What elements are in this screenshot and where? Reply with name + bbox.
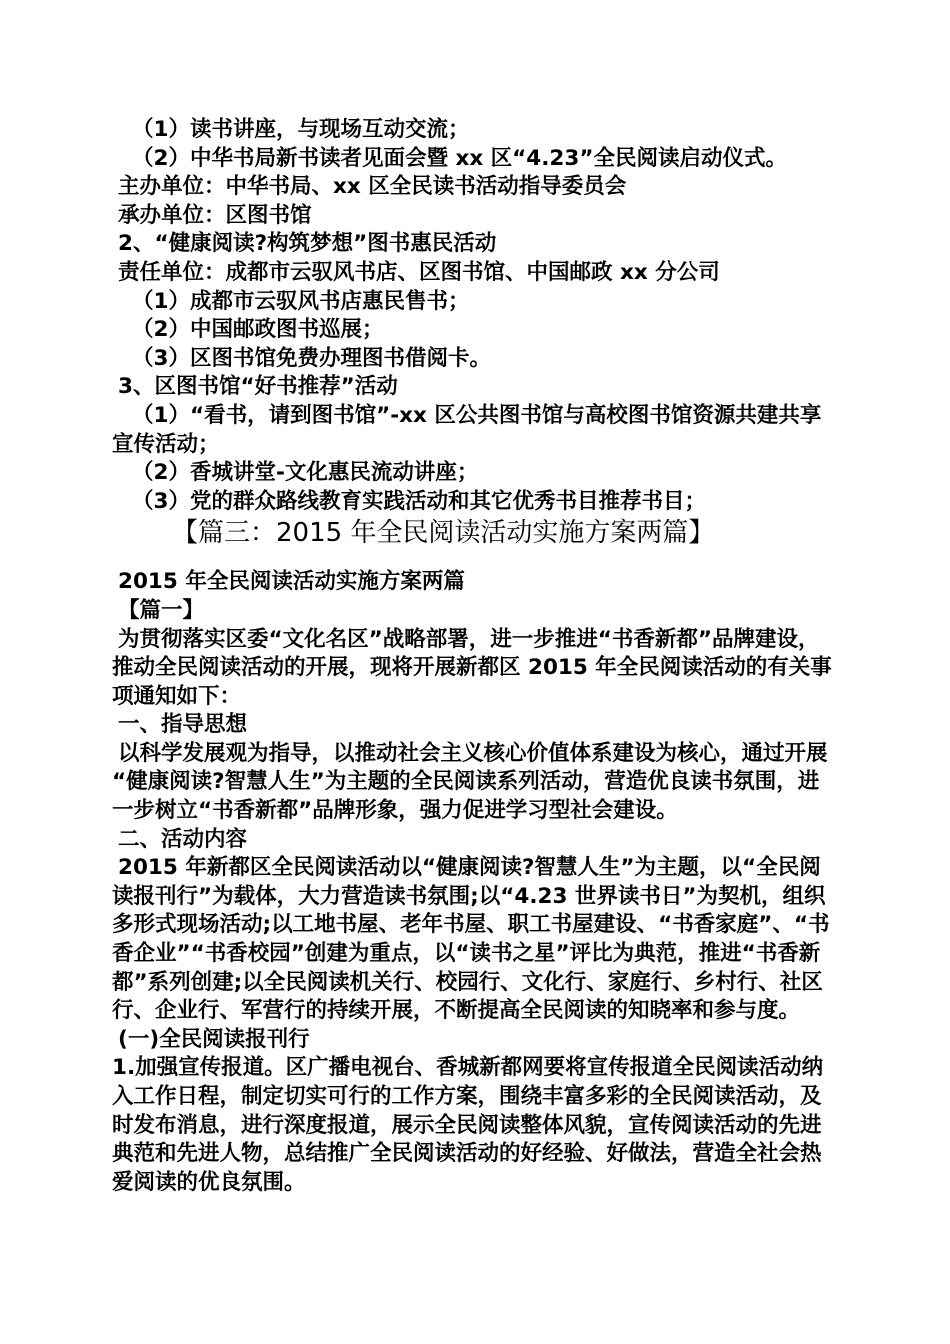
section-heading: 【篇三：2015 年全民阅读活动实施方案两篇】	[172, 518, 715, 549]
text-line: （2）中国邮政图书巡展；	[132, 317, 384, 343]
item-3-3: （3）党的群众路线教育实践活动和其它优秀书目推荐书目；	[132, 488, 706, 514]
text-line: （3）区图书馆免费办理图书借阅卡。	[132, 345, 491, 371]
sub-heading: (一)全民阅读报刊行	[118, 1026, 310, 1052]
item-3-2: （2）香城讲堂-文化惠民流动讲座；	[132, 460, 479, 486]
text-line: 主办单位：中华书局、xx 区全民读书活动指导委员会	[118, 174, 627, 200]
text-line: （1）成都市云驭风书店惠民售书；	[132, 288, 470, 314]
intro-paragraph: 为贯彻落实区委“文化名区”战略部署，进一步推进“书香新都”品牌建设，推动全民阅读活动的开展，现将开展新都区 2015 年全民阅读活动的有关事项通知如下：	[112, 626, 832, 709]
content-heading: 二、活动内容	[118, 826, 248, 852]
doc-title: 2015 年全民阅读活动实施方案两篇	[118, 569, 465, 595]
item-3-1: （1）“看书，请到图书馆”-xx 区公共图书馆与高校图书馆资源共建共享宣传活动；	[112, 402, 822, 457]
guiding-paragraph: 以科学发展观为指导，以推动社会主义核心价值体系建设为核心，通过开展 “健康阅读?智慧人生”为主题的全民阅读系列活动，营造优良读书氛围，进一步树立“书香新都”品牌形象，强力促进学习型社会建设。	[112, 740, 828, 824]
text-line: 3、区图书馆“好书推荐”活动	[118, 374, 398, 400]
text-line: （1）读书讲座，与现场互动交流；	[132, 117, 470, 142]
content-paragraph: 2015 年新都区全民阅读活动以“健康阅读?智慧人生”为主题，以“全民阅读报刊行”为载体，大力营造读书氛围;以“4.23 世界读书日”为契机，组织多形式现场活动;以工地书屋、老年书屋、职工书屋建设、“书香家庭”、“书香企业”“书香校园”创建为重点，以“读书之星”评比为典范，推进“书香新都”系列创建;以全民阅读机关行、校园行、文化行、家庭行、乡村行、社区行、企业行、军营行的持续开展，不断提高全民阅读的知晓率和参与度。	[112, 855, 830, 1024]
document-body	[112, 116, 840, 1197]
guiding-heading: 一、指导思想	[118, 712, 248, 738]
publicity-paragraph: 1.加强宣传报道。区广播电视台、香城新都网要将宣传报道全民阅读活动纳入工作日程，制定切实可行的工作方案，围绕丰富多彩的全民阅读活动，及时发布消息，进行深度报道，展示全民阅读整体风貌，宣传阅读活动的先进典范和先进人物，总结推广全民阅读活动的好经验、好做法，营造全社会热爱阅读的优良氛围。	[112, 1055, 824, 1195]
text-line: （2）中华书局新书读者见面会暨 xx 区“4.23”全民阅读启动仪式。	[132, 145, 787, 171]
part-one-label: 【篇一】	[118, 597, 205, 623]
text-line: 责任单位：成都市云驭风书店、区图书馆、中国邮政 xx 分公司	[118, 259, 720, 285]
text-line: 承办单位：区图书馆	[118, 202, 312, 228]
text-line: 2、“健康阅读?构筑梦想”图书惠民活动	[118, 231, 497, 257]
